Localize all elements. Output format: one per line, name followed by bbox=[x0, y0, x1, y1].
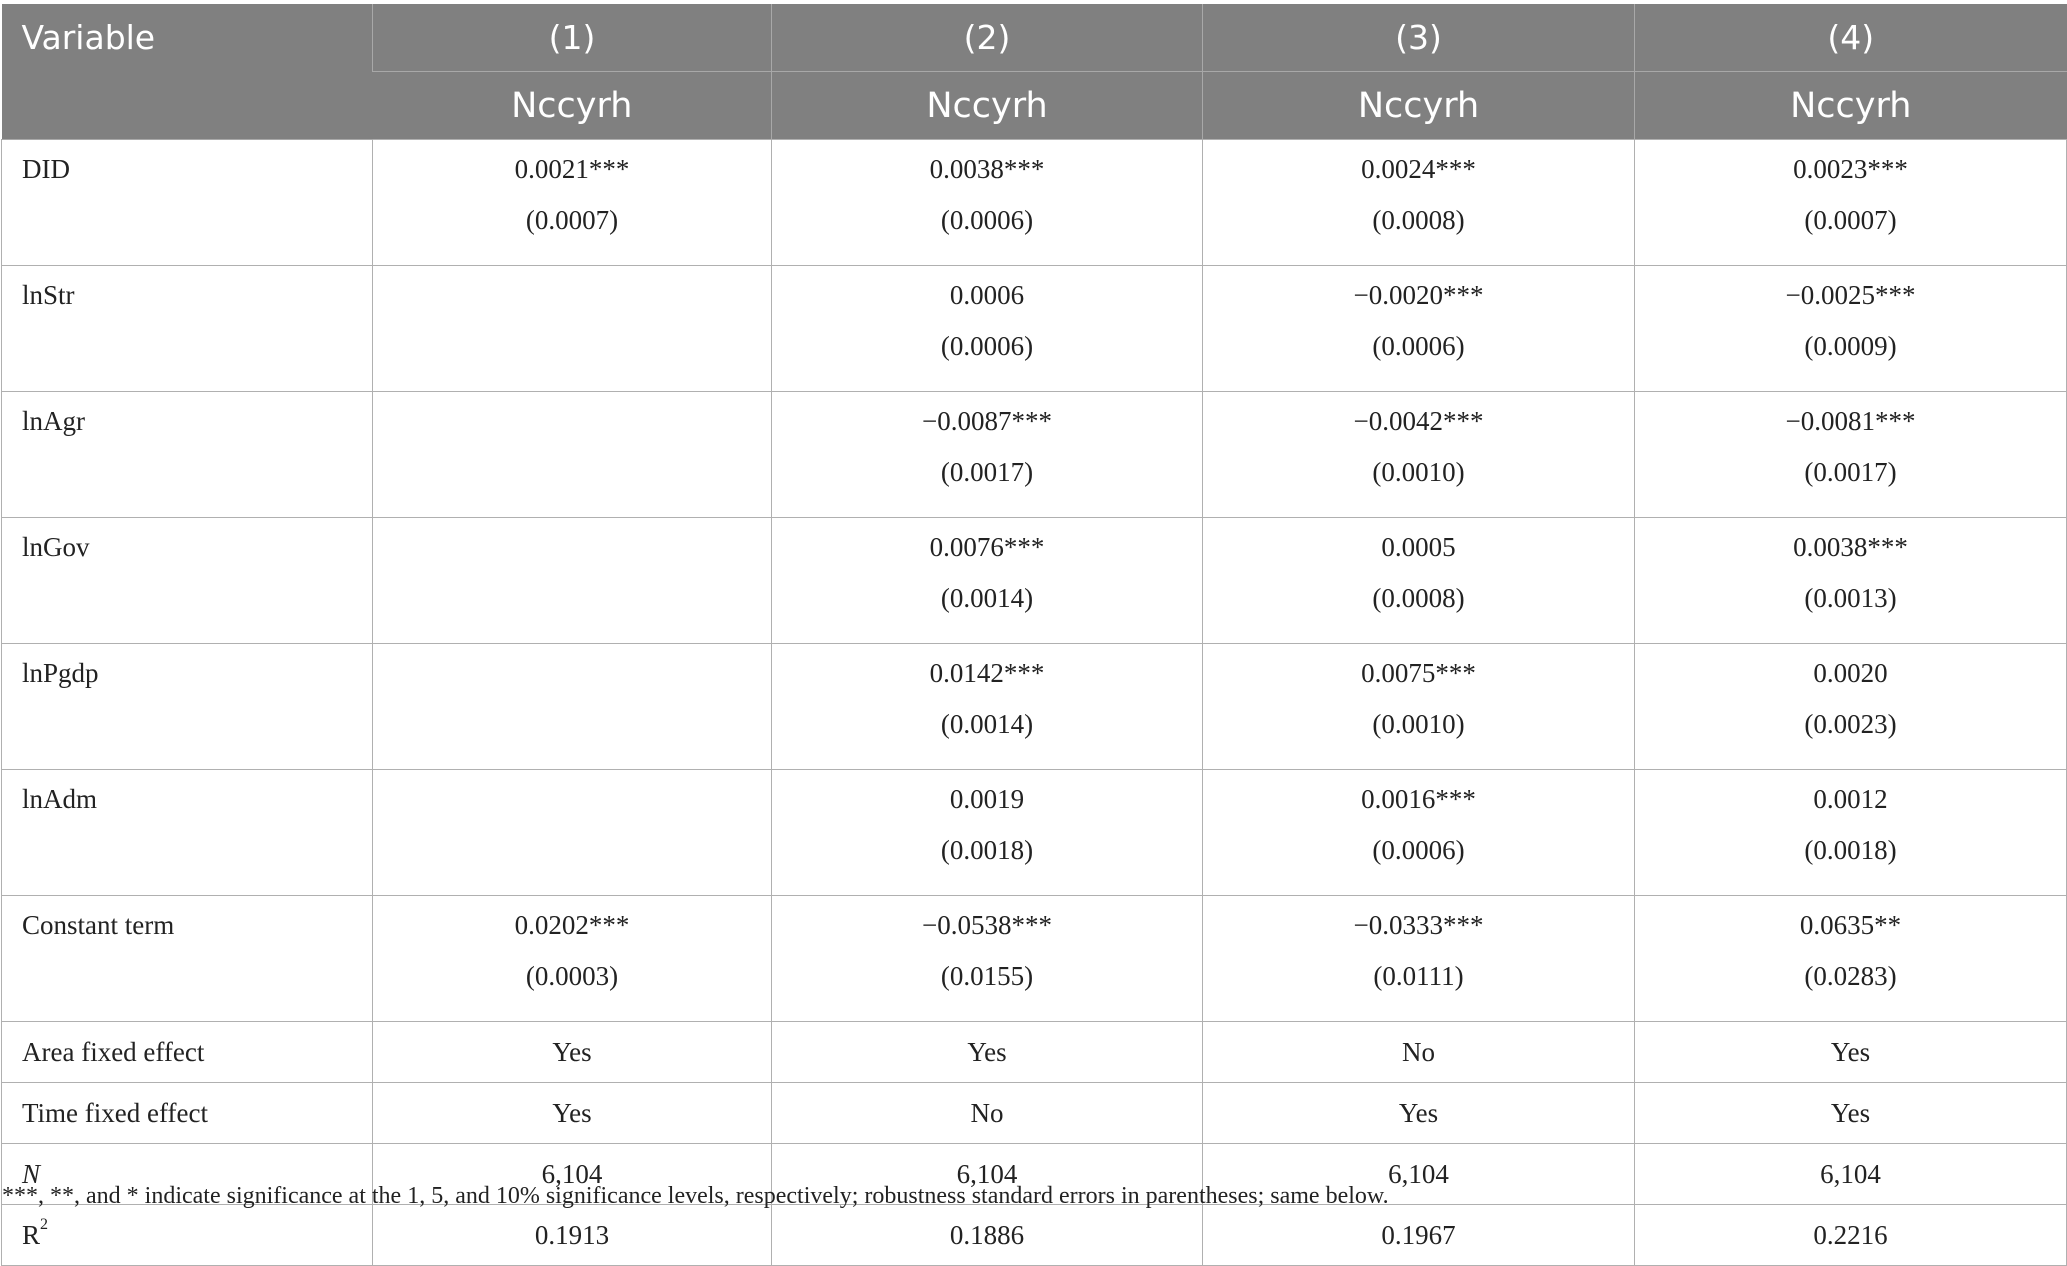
cell bbox=[772, 518, 1203, 644]
cell bbox=[772, 644, 1203, 770]
table-row-area-fe bbox=[2, 1022, 2067, 1083]
coef-value bbox=[373, 266, 771, 280]
coef-value: 0.0016*** bbox=[1361, 784, 1476, 814]
cell: No bbox=[1203, 1022, 1635, 1083]
coef-value: 0.0012 bbox=[1813, 784, 1888, 814]
r-squared-superscript: 2 bbox=[40, 1215, 49, 1233]
cell bbox=[1635, 644, 2067, 770]
column-header-4: (4) bbox=[1635, 4, 2067, 72]
dep-var-header-2: Nccyrh bbox=[772, 72, 1203, 140]
cell bbox=[373, 266, 772, 392]
coef-value: −0.0538*** bbox=[922, 910, 1052, 940]
table-row-constant bbox=[2, 896, 2067, 1022]
cell bbox=[373, 896, 772, 1022]
se-value: (0.0018) bbox=[1804, 835, 1897, 865]
cell: 0.2216 bbox=[1635, 1205, 2067, 1266]
cell: No bbox=[772, 1083, 1203, 1144]
se-value: (0.0018) bbox=[940, 835, 1034, 865]
cell bbox=[1203, 770, 1635, 896]
se-value bbox=[373, 406, 771, 427]
cell: 6,104 bbox=[772, 1144, 1203, 1205]
cell: 6,104 bbox=[1203, 1144, 1635, 1205]
se-value: (0.0283) bbox=[1804, 961, 1897, 991]
cell: Yes bbox=[373, 1022, 772, 1083]
cell: 0.1886 bbox=[772, 1205, 1203, 1266]
coef-value: 0.0075*** bbox=[1361, 658, 1476, 688]
cell bbox=[1635, 770, 2067, 896]
coef-value: 0.0021*** bbox=[514, 154, 630, 184]
table-row-r-squared bbox=[2, 1205, 2067, 1266]
cell bbox=[1203, 896, 1635, 1022]
se-value: (0.0006) bbox=[940, 331, 1034, 361]
table-row-did bbox=[2, 140, 2067, 266]
row-label: Time fixed effect bbox=[2, 1083, 373, 1144]
coef-value bbox=[373, 518, 771, 532]
coef-value bbox=[373, 644, 771, 658]
coef-value: 0.0005 bbox=[1381, 532, 1456, 562]
cell bbox=[1635, 896, 2067, 1022]
cell bbox=[772, 896, 1203, 1022]
row-label bbox=[2, 1205, 373, 1266]
se-value: (0.0007) bbox=[1804, 205, 1897, 235]
cell bbox=[1203, 644, 1635, 770]
se-value: (0.0006) bbox=[940, 205, 1034, 235]
cell bbox=[772, 770, 1203, 896]
se-value: (0.0014) bbox=[940, 583, 1034, 613]
cell: 0.1967 bbox=[1203, 1205, 1635, 1266]
coef-value: 0.0635** bbox=[1799, 910, 1902, 940]
cell bbox=[1635, 266, 2067, 392]
se-value: (0.0008) bbox=[1372, 205, 1465, 235]
cell: Yes bbox=[1635, 1083, 2067, 1144]
coef-value: 0.0202*** bbox=[514, 910, 630, 940]
r-squared-base: R bbox=[22, 1219, 41, 1250]
coef-value: −0.0025*** bbox=[1785, 280, 1916, 310]
row-label: lnGov bbox=[2, 518, 373, 644]
coef-value: −0.0042*** bbox=[1353, 406, 1484, 436]
column-header-2: (2) bbox=[772, 4, 1203, 72]
variable-header: Variable bbox=[2, 4, 373, 140]
cell bbox=[1635, 518, 2067, 644]
se-value: (0.0017) bbox=[1804, 457, 1897, 487]
cell: 6,104 bbox=[373, 1144, 772, 1205]
se-value: (0.0111) bbox=[1373, 961, 1464, 991]
coef-value: −0.0087*** bbox=[922, 406, 1052, 436]
coef-value: 0.0006 bbox=[949, 280, 1025, 310]
cell bbox=[373, 770, 772, 896]
coef-value bbox=[373, 770, 771, 784]
coef-value: 0.0019 bbox=[949, 784, 1025, 814]
se-value: (0.0009) bbox=[1804, 331, 1897, 361]
cell bbox=[1203, 266, 1635, 392]
cell bbox=[373, 392, 772, 518]
cell: Yes bbox=[1203, 1083, 1635, 1144]
row-label: lnStr bbox=[2, 266, 373, 392]
coef-value bbox=[373, 392, 771, 406]
se-value: (0.0014) bbox=[940, 709, 1034, 739]
cell bbox=[1635, 140, 2067, 266]
se-value: (0.0006) bbox=[1372, 835, 1465, 865]
cell bbox=[1635, 392, 2067, 518]
column-header-3: (3) bbox=[1203, 4, 1635, 72]
table-row-lnpgdp bbox=[2, 644, 2067, 770]
row-label: lnPgdp bbox=[2, 644, 373, 770]
row-label: N bbox=[2, 1144, 373, 1205]
se-value: (0.0006) bbox=[1372, 331, 1465, 361]
coef-value: −0.0081*** bbox=[1785, 406, 1916, 436]
table-row-lngov bbox=[2, 518, 2067, 644]
coef-value: 0.0142*** bbox=[929, 658, 1045, 688]
cell bbox=[1203, 140, 1635, 266]
cell bbox=[373, 140, 772, 266]
coef-value: 0.0038*** bbox=[929, 154, 1045, 184]
regression-table bbox=[1, 4, 2067, 1266]
se-value bbox=[373, 532, 771, 553]
se-value bbox=[373, 658, 771, 679]
row-label: Area fixed effect bbox=[2, 1022, 373, 1083]
row-label: lnAgr bbox=[2, 392, 373, 518]
cell: Yes bbox=[373, 1083, 772, 1144]
table-row-lnadm bbox=[2, 770, 2067, 896]
dep-var-header-4: Nccyrh bbox=[1635, 72, 2067, 140]
column-header-1: (1) bbox=[373, 4, 772, 72]
coef-value: 0.0023*** bbox=[1793, 154, 1908, 184]
coef-value: 0.0038*** bbox=[1793, 532, 1908, 562]
cell bbox=[1203, 392, 1635, 518]
regression-table-container bbox=[0, 4, 2067, 1266]
se-value: (0.0023) bbox=[1804, 709, 1897, 739]
table-row-time-fe bbox=[2, 1083, 2067, 1144]
coef-value: 0.0020 bbox=[1813, 658, 1888, 688]
cell bbox=[772, 266, 1203, 392]
se-value bbox=[373, 280, 771, 301]
se-value: (0.0017) bbox=[940, 457, 1034, 487]
dep-var-header-1: Nccyrh bbox=[373, 72, 772, 140]
se-value: (0.0010) bbox=[1372, 457, 1465, 487]
row-label: Constant term bbox=[2, 896, 373, 1022]
cell: 6,104 bbox=[1635, 1144, 2067, 1205]
cell: Yes bbox=[772, 1022, 1203, 1083]
table-footnote: ***, **, and * indicate significance at the 1, 5, and 10% significance levels, respectively; robustness standard errors in parentheses; same below. bbox=[2, 1183, 1389, 1209]
cell bbox=[772, 140, 1203, 266]
coef-value: −0.0333*** bbox=[1353, 910, 1484, 940]
se-value bbox=[373, 784, 771, 805]
table-row-lnagr bbox=[2, 392, 2067, 518]
cell: Yes bbox=[1635, 1022, 2067, 1083]
row-label: lnAdm bbox=[2, 770, 373, 896]
coef-value: 0.0076*** bbox=[929, 532, 1045, 562]
header-row-columns bbox=[2, 4, 2067, 72]
se-value: (0.0013) bbox=[1804, 583, 1897, 613]
se-value: (0.0007) bbox=[525, 205, 619, 235]
se-value: (0.0155) bbox=[940, 961, 1034, 991]
cell: 0.1913 bbox=[373, 1205, 772, 1266]
cell bbox=[373, 644, 772, 770]
coef-value: 0.0024*** bbox=[1361, 154, 1476, 184]
se-value: (0.0010) bbox=[1372, 709, 1465, 739]
row-label: DID bbox=[2, 140, 373, 266]
cell bbox=[1203, 518, 1635, 644]
cell bbox=[373, 518, 772, 644]
dep-var-header-3: Nccyrh bbox=[1203, 72, 1635, 140]
cell bbox=[772, 392, 1203, 518]
table-row-lnstr bbox=[2, 266, 2067, 392]
se-value: (0.0008) bbox=[1372, 583, 1465, 613]
coef-value: −0.0020*** bbox=[1353, 280, 1484, 310]
se-value: (0.0003) bbox=[525, 961, 619, 991]
